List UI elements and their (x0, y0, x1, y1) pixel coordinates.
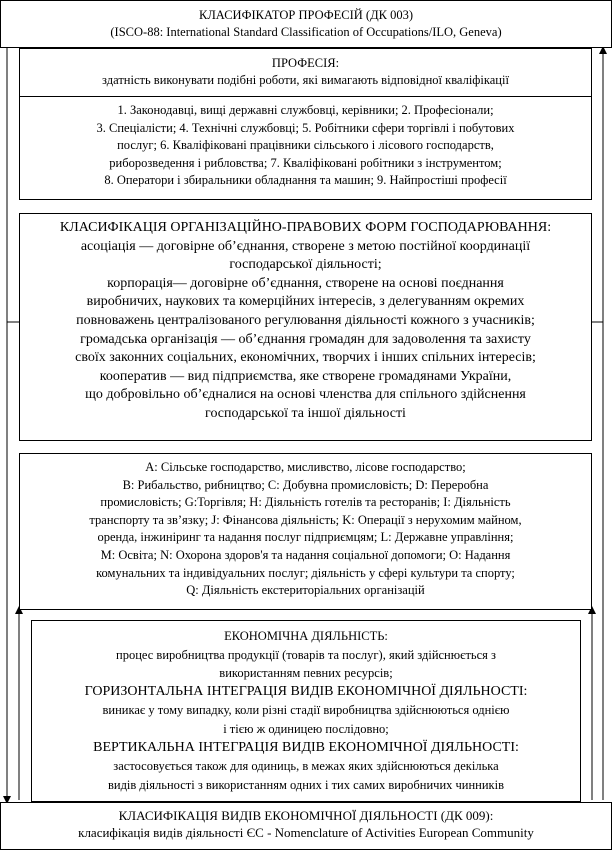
economic-activity-line: виникає у тому випадку, коли різні стадії виробництва здійснюються однією (102, 703, 510, 718)
economic-activity-line: і тією ж одиницею послідовно; (223, 721, 389, 736)
isco-subtitle: (ISCO-88: International Standard Classification of Occupations/ILO, Geneva) (110, 24, 502, 39)
legal-form-line: що добровільно об’єдналися на основі членства для спільного здійснення (85, 387, 526, 403)
economic-activity-box (31, 620, 581, 802)
horizontal-integration-title: ГОРИЗОНТАЛЬНА ІНТЕГРАЦІЯ ВИДІВ ЕКОНОМІЧНОЇ ДІЯЛЬНОСТІ: (84, 683, 528, 699)
activity-sections-box (19, 453, 592, 610)
legal-form-line: господарської діяльності; (229, 257, 382, 273)
occupation-group-line: 3. Спеціалісти; 4. Технічні службовці; 5. Робітники сфери торгівлі і побутових (96, 120, 515, 135)
economic-activity-line: процес виробництва продукції (товарів та послуг), який здійснюється з (116, 647, 496, 662)
occupation-groups-box (19, 96, 592, 200)
legal-form-line: громадська організація — об’єднання громадян для задоволення та захисту (80, 331, 531, 347)
profession-title: ПРОФЕСІЯ: (271, 56, 340, 70)
legal-form-line: виробничих, наукових та комерційних інтересів, з делегуванням окремих (86, 294, 525, 310)
section-line: промисловість; G:Торгівля; H: Діяльність готелів та ресторанів; I: Діяльність (100, 495, 511, 510)
legal-form-line: повноважень централізованого регулювання діяльності кожного з учасників; (76, 312, 535, 328)
nace-box (0, 802, 612, 850)
isco-box (0, 0, 612, 48)
occupation-group-line: 8. Оператори і збиральники обладнання та машин; 9. Найпростіші професії (104, 173, 507, 188)
section-line: Q: Діяльність екстериторіальних організацій (186, 583, 425, 598)
section-line: комунальних та індивідуальних послуг; діяльність у сфері культури та спорту; (96, 565, 515, 580)
occupation-group-line: 1. Законодавці, вищі державні службовці, керівники; 2. Професіонали; (117, 103, 494, 117)
legal-form-line: асоціація — договірне об’єднання, створене з метою постійної координації (80, 238, 531, 254)
occupation-group-line: риборозведення і рибловства; 7. Кваліфіковані робітники з інструментом; (109, 155, 502, 170)
nace-subtitle: класифікація видів діяльності ЄС - Nomenclature of Activities European Community (78, 824, 534, 840)
vertical-integration-title: ВЕРТИКАЛЬНА ІНТЕГРАЦІЯ ВИДІВ ЕКОНОМІЧНОЇ ДІЯЛЬНОСТІ: (93, 739, 519, 755)
profession-box (19, 48, 592, 97)
legal-forms-box (19, 213, 592, 441)
nace-title: КЛАСИФІКАЦІЯ ВИДІВ ЕКОНОМІЧНОЇ ДІЯЛЬНОСТІ (ДК 009): (118, 808, 494, 823)
section-line: B: Рибальство, рибництво; C: Добувна промисловість; D: Переробна (122, 477, 489, 492)
legal-form-line: господарської та іншої діяльності (205, 405, 406, 421)
economic-activity-line: застосовується також для одиниць, в межах яких здійснюються декілька (113, 759, 499, 774)
economic-activity-line: видів діяльності з використанням одних і тих самих виробничих чинників (107, 777, 504, 792)
legal-forms-title: КЛАСИФІКАЦІЯ ОРГАНІЗАЦІЙНО-ПРАВОВИХ ФОРМ ГОСПОДАРЮВАННЯ: (59, 220, 552, 235)
isco-title: КЛАСИФІКАТОР ПРОФЕСІЙ (ДК 003) (198, 8, 413, 22)
legal-form-line: своїх законних соціальних, економічних, творчих і інших спільних інтересів; (75, 350, 536, 366)
economic-activity-title: ЕКОНОМІЧНА ДІЯЛЬНІСТЬ: (224, 629, 388, 643)
section-line: M: Освіта; N: Охорона здоров'я та надання соціальної допомоги; O: Надання (100, 547, 511, 562)
occupation-group-line: послуг; 6. Кваліфіковані працівники сільського і лісового господарств, (117, 138, 494, 153)
legal-form-line: корпорація— договірне об’єднання, створене на основі поєднання (107, 275, 504, 291)
section-line: оренда, інжиніринг та надання послуг підприємцям; L: Державне управління; (97, 530, 514, 545)
profession-definition: здатність виконувати подібні роботи, які вимагають відповідної кваліфікації (102, 72, 509, 87)
section-line: A: Сільське господарство, мисливство, лісове господарство; (145, 460, 466, 474)
section-line: транспорту та зв’язку; J: Фінансова діяльність; K: Операції з нерухомим майном, (89, 512, 522, 527)
economic-activity-line: використанням певних ресурсів; (219, 666, 393, 681)
legal-form-line: кооператив — вид підприємства, яке створене громадянами України, (99, 368, 512, 384)
